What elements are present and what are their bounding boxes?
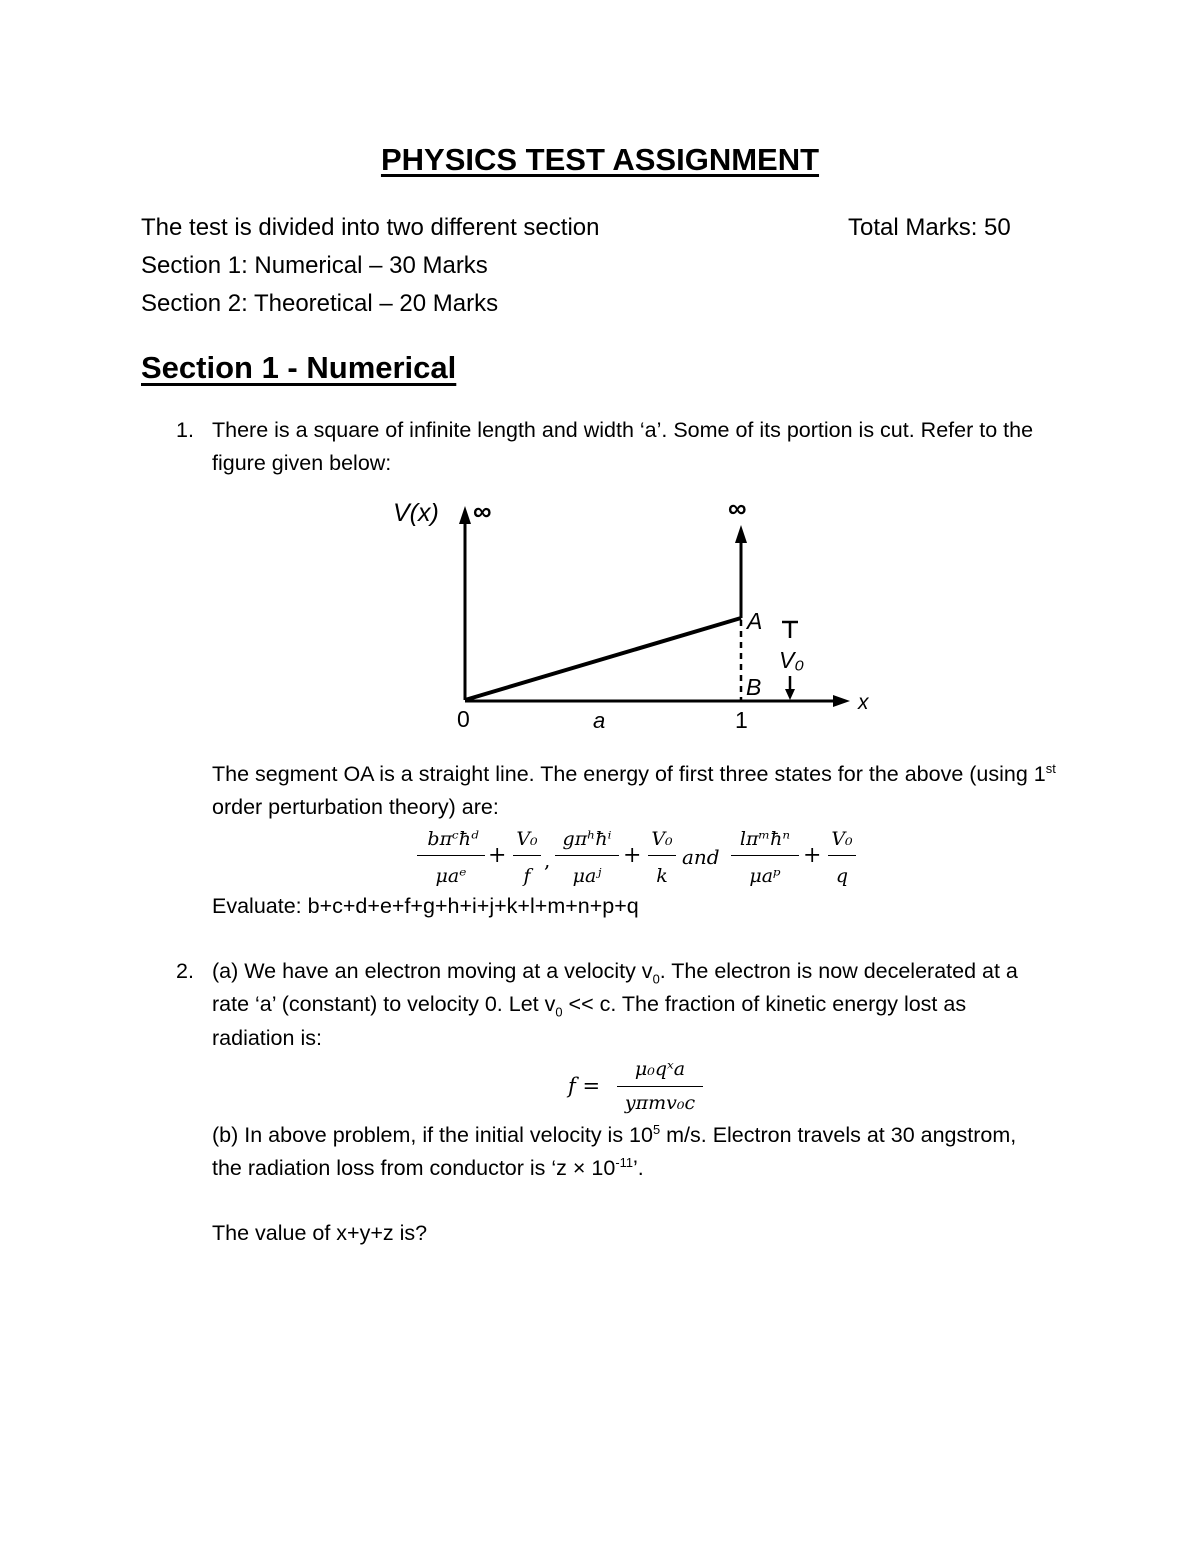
term3-v0: V₀ — [831, 828, 853, 850]
width-label: a — [593, 708, 606, 733]
term1-f: f — [523, 865, 531, 887]
formula-lhs: f = — [568, 1074, 601, 1098]
q1-evaluate: Evaluate: b+c+d+e+f+g+h+i+j+k+l+m+n+p+q — [212, 894, 639, 918]
infinity-right-label: ∞ — [728, 493, 747, 523]
q1-number: 1. — [176, 418, 194, 442]
q2-final-question: The value of x+y+z is? — [212, 1221, 428, 1245]
section1-heading: Section 1 - Numerical — [141, 350, 457, 385]
comma-1: , — [544, 848, 551, 872]
term1-numerator: bπᶜħᵈ — [427, 828, 479, 850]
x-axis-label: x — [858, 691, 869, 714]
point-a-label: A — [747, 608, 763, 634]
plus-1: + — [488, 843, 507, 868]
q2-line3: radiation is: — [212, 1026, 322, 1050]
end-label: 1 — [735, 707, 748, 733]
v0-label: V₀ — [779, 647, 805, 673]
point-b-label: B — [746, 674, 762, 700]
q2-line1: (a) We have an electron moving at a velocity $v_0$. The electron is now decelerated at a — [212, 959, 1018, 987]
term3-denominator: μaᵖ — [749, 865, 781, 887]
formula-bar — [617, 1086, 703, 1087]
q2-b-line2: the radiation loss from conductor is ‘$z \times 10^{-11}$’. — [212, 1155, 644, 1181]
infinity-left-label: ∞ — [473, 496, 492, 526]
page-title: PHYSICS TEST ASSIGNMENT — [380, 142, 820, 177]
q1-text-line2: figure given below: — [212, 451, 392, 475]
term1-v0: V₀ — [516, 828, 538, 850]
term1-denominator: μaᵉ — [435, 865, 467, 887]
q2-number: 2. — [176, 959, 194, 983]
formula-numerator: μ₀qˣa — [634, 1058, 686, 1080]
plus-2: + — [623, 843, 642, 868]
plus-3: + — [803, 843, 822, 868]
term2-k: k — [656, 865, 668, 887]
intro-line-section1: Section 1: Numerical – 30 Marks — [141, 252, 488, 279]
term2-numerator: gπʰħⁱ — [562, 828, 612, 850]
q1-text-line4: order perturbation theory) are: — [212, 795, 499, 819]
total-marks: Total Marks: 50 — [848, 214, 1011, 241]
q2-b-line1: (b) In above problem, if the initial velocity is $10^5$ m/s. Electron travels at 30 angstrom, — [212, 1122, 1017, 1148]
formula-denominator: yπmv₀c — [624, 1092, 696, 1114]
q1-text-line3: The segment OA is a straight line. The energy of first three states for the above (using 1st — [212, 761, 1056, 787]
intro-line-sections: The test is divided into two different section — [141, 214, 600, 241]
and-word: and — [682, 845, 720, 869]
intro-line-section2: Section 2: Theoretical – 20 Marks — [141, 290, 499, 317]
q1-text-line1: There is a square of infinite length and width ‘a’. Some of its portion is cut. Refer to the — [212, 418, 1034, 442]
term2-v0: V₀ — [651, 828, 673, 850]
q2-line2: rate ‘a’ (constant) to velocity 0. Let $v_0 << c$. The fraction of kinetic energy lost as — [212, 992, 967, 1020]
y-axis-label: V(x) — [393, 499, 439, 527]
origin-label: 0 — [457, 706, 470, 732]
term2-denominator: μaʲ — [572, 865, 602, 887]
term3-q: q — [835, 865, 849, 887]
term3-numerator: lπᵐħⁿ — [739, 828, 791, 850]
